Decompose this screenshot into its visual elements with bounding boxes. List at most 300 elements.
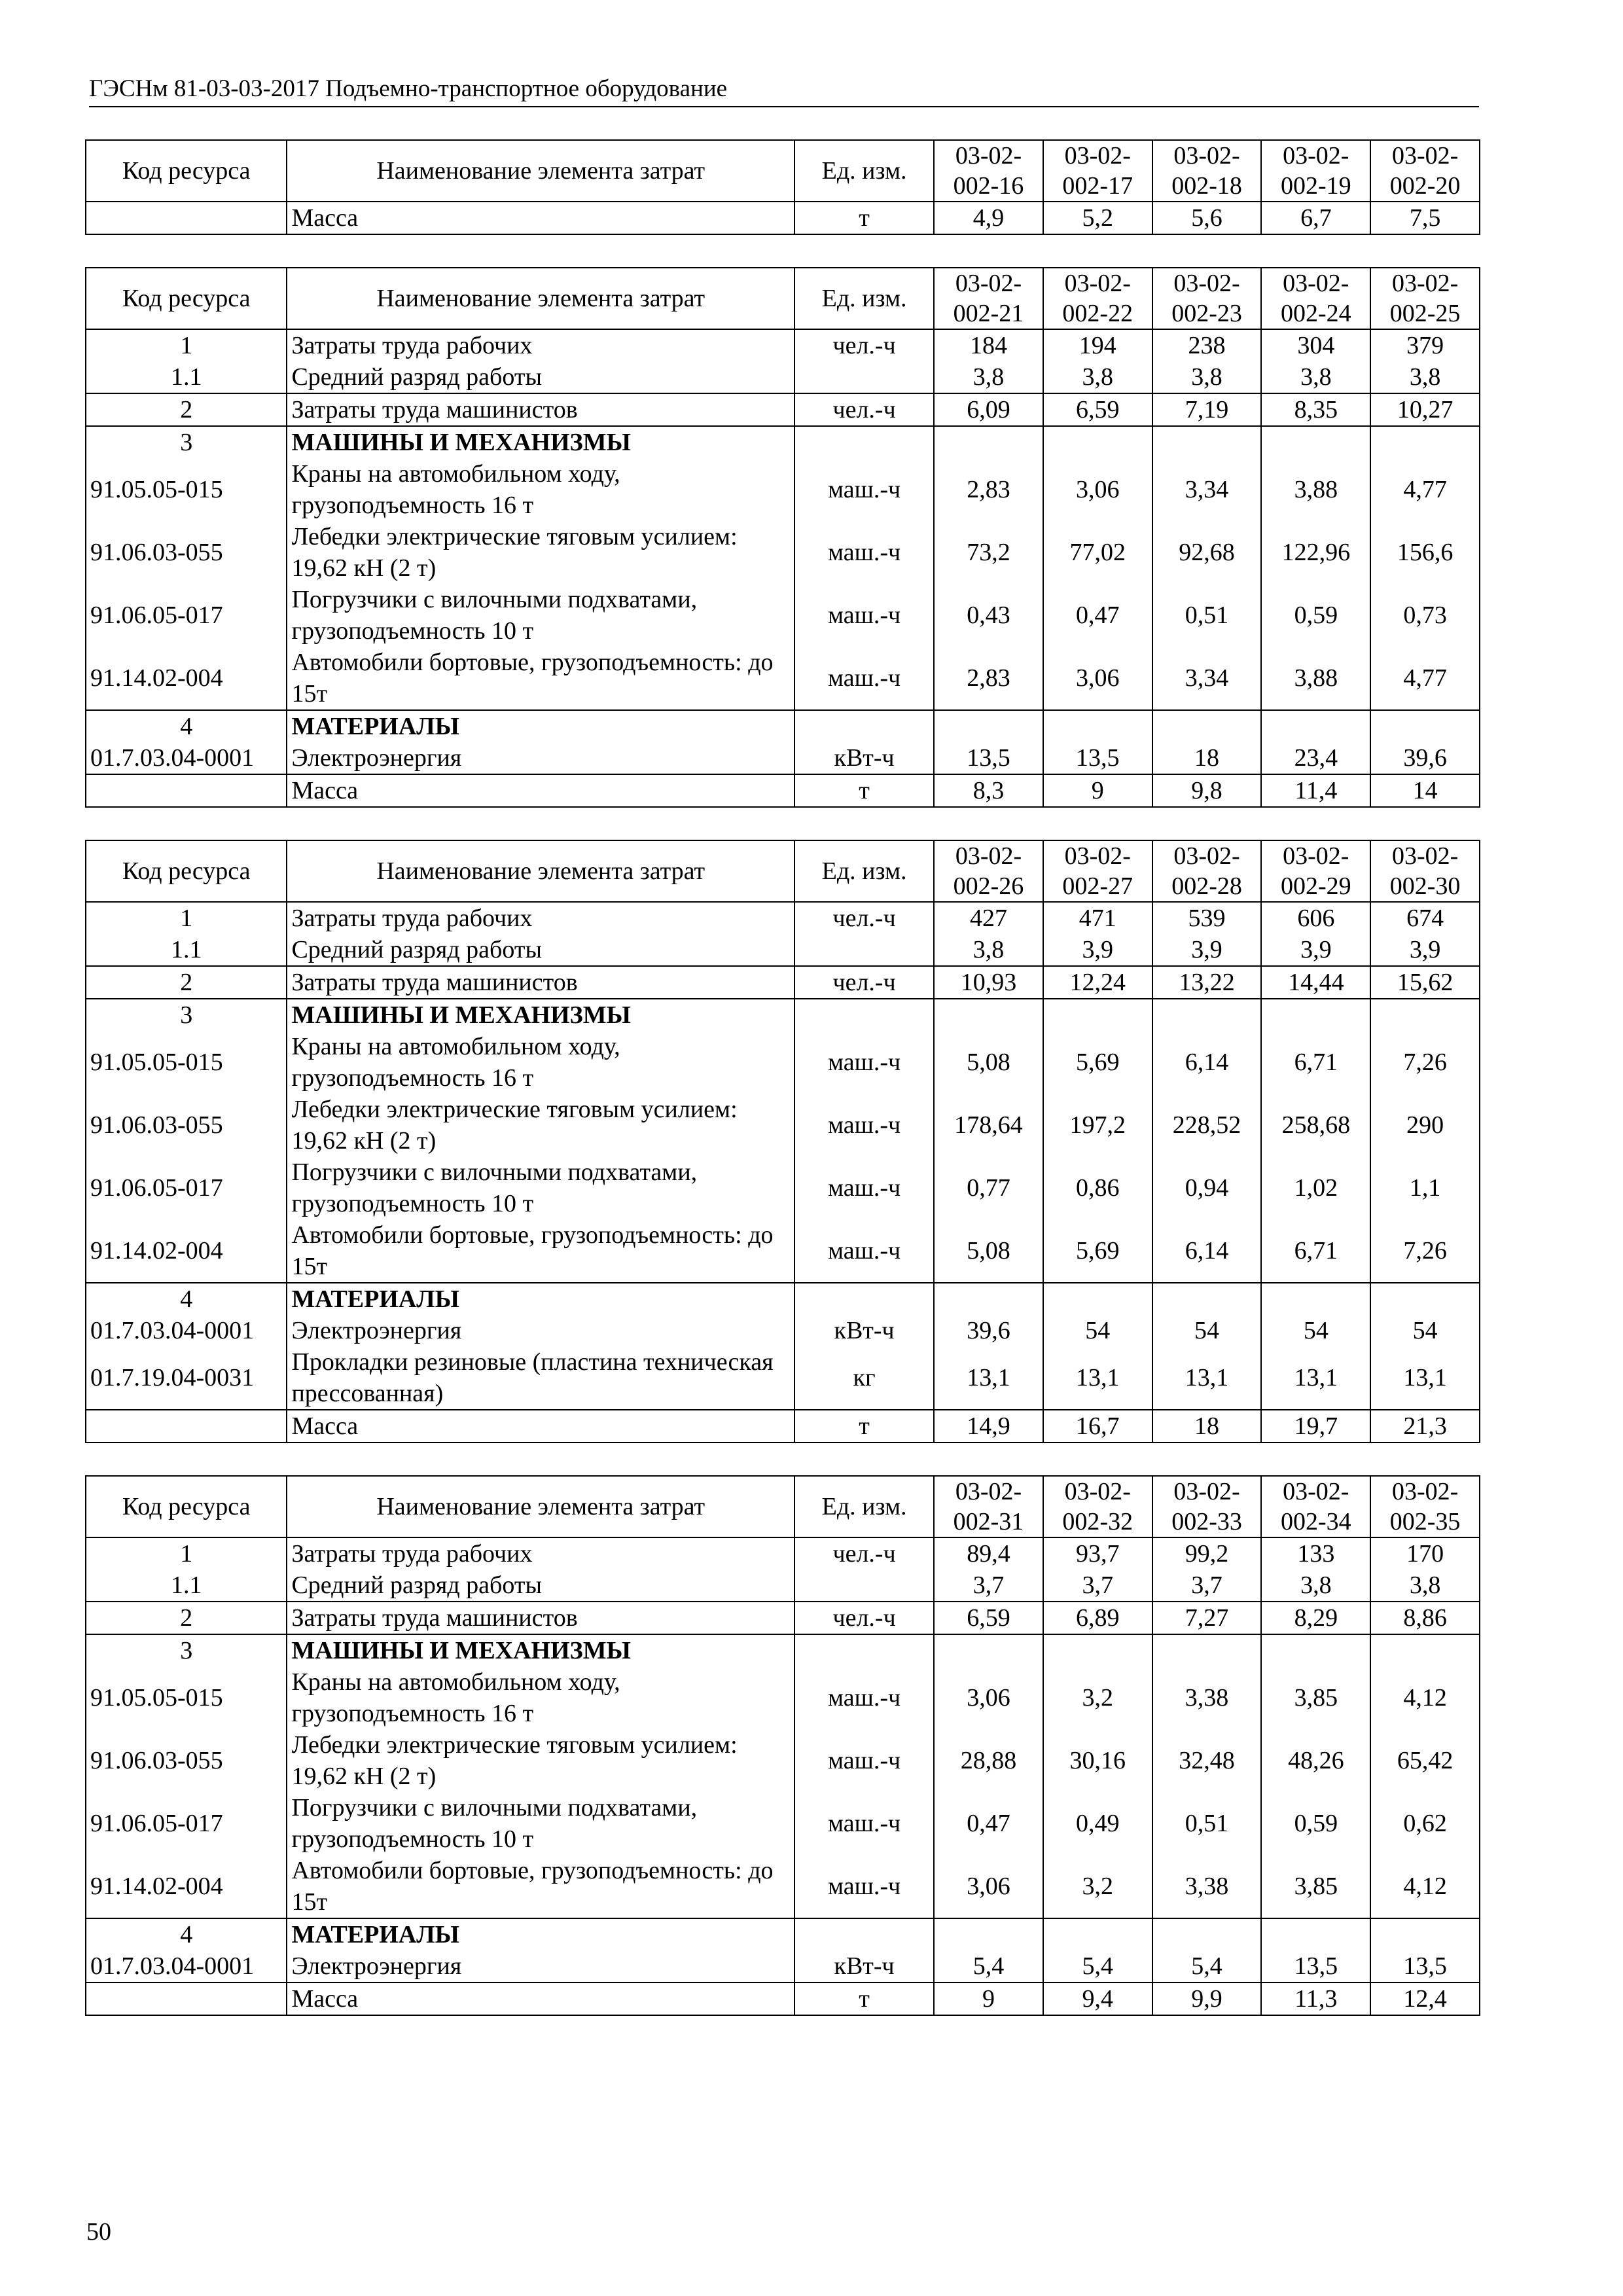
value-cell: 92,68 (1152, 521, 1262, 584)
resource-code: 91.14.02-004 (86, 647, 287, 710)
value-cell: 7,26 (1370, 1219, 1480, 1283)
value-cell (1152, 1918, 1262, 1950)
header-norm-code: 03-02- 002-21 (934, 268, 1043, 329)
table-row (86, 1219, 1480, 1283)
unit: маш.-ч (794, 584, 934, 647)
unit: маш.-ч (794, 1219, 934, 1283)
value-cell: 0,94 (1152, 1157, 1262, 1219)
unit (794, 1634, 934, 1666)
value-cell: 3,8 (1261, 1570, 1370, 1602)
table-row (86, 1950, 1480, 1982)
value-cell: 6,14 (1152, 1219, 1262, 1283)
header-norm-code: 03-02- 002-29 (1261, 840, 1370, 902)
unit: чел.-ч (794, 393, 934, 426)
header-norm-code: 03-02- 002-23 (1152, 268, 1262, 329)
unit: маш.-ч (794, 1855, 934, 1918)
resource-name: Краны на автомобильном ходу, грузоподъемность 16 т (287, 458, 794, 521)
resource-code: 3 (86, 426, 287, 458)
value-cell: 0,62 (1370, 1792, 1480, 1855)
value-cell: 197,2 (1043, 1094, 1152, 1157)
table-row (86, 329, 1480, 361)
value-cell: 13,1 (1261, 1346, 1370, 1410)
unit: маш.-ч (794, 1792, 934, 1855)
value-cell: 93,7 (1043, 1537, 1152, 1570)
value-cell (1261, 710, 1370, 742)
resource-name: Погрузчики с вилочными подхватами, грузоподъемность 10 т (287, 584, 794, 647)
resource-name: Средний разряд работы (287, 1570, 794, 1602)
unit: кВт-ч (794, 1950, 934, 1982)
value-cell: 8,86 (1370, 1602, 1480, 1634)
resource-name: Масса (287, 1410, 794, 1443)
value-cell: 3,7 (1043, 1570, 1152, 1602)
unit (794, 934, 934, 966)
value-cell: 5,4 (934, 1950, 1043, 1982)
value-cell: 4,77 (1370, 647, 1480, 710)
unit: маш.-ч (794, 458, 934, 521)
unit: т (794, 1982, 934, 2015)
value-cell: 2,83 (934, 458, 1043, 521)
value-cell: 3,34 (1152, 647, 1262, 710)
resource-code: 1 (86, 329, 287, 361)
table-row (86, 1094, 1480, 1157)
resource-table (85, 1475, 1480, 2016)
value-cell: 16,7 (1043, 1410, 1152, 1443)
resource-code: 91.05.05-015 (86, 1666, 287, 1729)
unit (794, 999, 934, 1031)
unit (794, 710, 934, 742)
value-cell: 3,06 (934, 1855, 1043, 1918)
value-cell: 7,5 (1370, 202, 1480, 234)
unit: чел.-ч (794, 1602, 934, 1634)
value-cell: 258,68 (1261, 1094, 1370, 1157)
table-row (86, 1982, 1480, 2015)
value-cell (1152, 1283, 1262, 1315)
resource-code: 3 (86, 999, 287, 1031)
unit (794, 361, 934, 393)
value-cell: 3,06 (1043, 647, 1152, 710)
header-norm-code: 03-02- 002-27 (1043, 840, 1152, 902)
resource-code: 2 (86, 393, 287, 426)
resource-code: 1.1 (86, 934, 287, 966)
resource-name: Краны на автомобильном ходу, грузоподъемность 16 т (287, 1666, 794, 1729)
header-code: Код ресурса (86, 140, 287, 202)
resource-code: 91.14.02-004 (86, 1855, 287, 1918)
value-cell: 9,4 (1043, 1982, 1152, 2015)
value-cell (1043, 1634, 1152, 1666)
resource-code (86, 1982, 287, 2015)
resource-name: Электроэнергия (287, 1315, 794, 1346)
resource-name: Лебедки электрические тяговым усилием: 19,62 кН (2 т) (287, 1729, 794, 1792)
table-row (86, 1855, 1480, 1918)
value-cell (934, 1918, 1043, 1950)
resource-name: МАШИНЫ И МЕХАНИЗМЫ (287, 999, 794, 1031)
value-cell (1152, 1634, 1262, 1666)
value-cell: 12,24 (1043, 966, 1152, 999)
value-cell: 3,7 (934, 1570, 1043, 1602)
resource-name: Электроэнергия (287, 1950, 794, 1982)
table-row (86, 647, 1480, 710)
value-cell: 0,77 (934, 1157, 1043, 1219)
table-header-row (86, 268, 1480, 329)
value-cell: 606 (1261, 902, 1370, 934)
value-cell: 11,4 (1261, 774, 1370, 807)
unit (794, 1918, 934, 1950)
value-cell: 156,6 (1370, 521, 1480, 584)
value-cell: 194 (1043, 329, 1152, 361)
value-cell: 3,9 (1152, 934, 1262, 966)
table-row (86, 458, 1480, 521)
value-cell: 0,59 (1261, 584, 1370, 647)
resource-name: Прокладки резиновые (пластина техническая прессованная) (287, 1346, 794, 1410)
value-cell: 3,8 (1370, 1570, 1480, 1602)
value-cell: 471 (1043, 902, 1152, 934)
value-cell: 15,62 (1370, 966, 1480, 999)
header-norm-code: 03-02- 002-32 (1043, 1476, 1152, 1537)
value-cell (1370, 1283, 1480, 1315)
value-cell (1152, 426, 1262, 458)
header-unit: Ед. изм. (794, 1476, 934, 1537)
value-cell: 30,16 (1043, 1729, 1152, 1792)
table-row (86, 1792, 1480, 1855)
value-cell: 13,1 (1043, 1346, 1152, 1410)
resource-tables (85, 139, 1480, 2048)
table-row (86, 1537, 1480, 1570)
resource-name: Масса (287, 202, 794, 234)
value-cell (1370, 426, 1480, 458)
table-row (86, 742, 1480, 774)
resource-name: Электроэнергия (287, 742, 794, 774)
value-cell (1043, 1283, 1152, 1315)
table-header-row (86, 140, 1480, 202)
value-cell: 2,83 (934, 647, 1043, 710)
resource-code: 91.06.03-055 (86, 521, 287, 584)
value-cell: 238 (1152, 329, 1262, 361)
value-cell: 11,3 (1261, 1982, 1370, 2015)
value-cell (934, 1634, 1043, 1666)
value-cell: 3,8 (1261, 361, 1370, 393)
resource-name: Лебедки электрические тяговым усилием: 19,62 кН (2 т) (287, 1094, 794, 1157)
value-cell (1261, 1283, 1370, 1315)
value-cell: 3,2 (1043, 1855, 1152, 1918)
value-cell: 10,27 (1370, 393, 1480, 426)
resource-name: Затраты труда рабочих (287, 902, 794, 934)
value-cell: 6,71 (1261, 1219, 1370, 1283)
value-cell: 133 (1261, 1537, 1370, 1570)
resource-table (85, 840, 1480, 1443)
resource-name: Затраты труда рабочих (287, 329, 794, 361)
value-cell: 1,1 (1370, 1157, 1480, 1219)
resource-code: 4 (86, 1283, 287, 1315)
resource-name: Погрузчики с вилочными подхватами, грузоподъемность 10 т (287, 1792, 794, 1855)
value-cell (934, 426, 1043, 458)
value-cell: 39,6 (934, 1315, 1043, 1346)
resource-code: 3 (86, 1634, 287, 1666)
resource-name: МАШИНЫ И МЕХАНИЗМЫ (287, 1634, 794, 1666)
header-name: Наименование элемента затрат (287, 140, 794, 202)
page-header: ГЭСНм 81-03-03-2017 Подъемно-транспортное оборудование (89, 73, 1479, 107)
unit: кВт-ч (794, 742, 934, 774)
header-norm-code: 03-02- 002-25 (1370, 268, 1480, 329)
resource-name: МАТЕРИАЛЫ (287, 1283, 794, 1315)
header-norm-code: 03-02- 002-35 (1370, 1476, 1480, 1537)
value-cell (934, 1283, 1043, 1315)
value-cell: 0,86 (1043, 1157, 1152, 1219)
header-norm-code: 03-02- 002-22 (1043, 268, 1152, 329)
value-cell: 65,42 (1370, 1729, 1480, 1792)
resource-code: 4 (86, 1918, 287, 1950)
value-cell: 5,69 (1043, 1219, 1152, 1283)
value-cell: 9,9 (1152, 1982, 1262, 2015)
header-norm-code: 03-02- 002-24 (1261, 268, 1370, 329)
value-cell: 8,35 (1261, 393, 1370, 426)
table-row (86, 584, 1480, 647)
value-cell: 3,38 (1152, 1666, 1262, 1729)
resource-name: МАТЕРИАЛЫ (287, 1918, 794, 1950)
resource-code: 2 (86, 1602, 287, 1634)
value-cell: 674 (1370, 902, 1480, 934)
value-cell: 13,5 (1261, 1950, 1370, 1982)
header-norm-code: 03-02- 002-18 (1152, 140, 1262, 202)
resource-name: МАШИНЫ И МЕХАНИЗМЫ (287, 426, 794, 458)
header-norm-code: 03-02- 002-33 (1152, 1476, 1262, 1537)
header-norm-code: 03-02- 002-20 (1370, 140, 1480, 202)
value-cell: 3,88 (1261, 458, 1370, 521)
value-cell: 12,4 (1370, 1982, 1480, 2015)
value-cell (1261, 999, 1370, 1031)
header-norm-code: 03-02- 002-17 (1043, 140, 1152, 202)
resource-name: Автомобили бортовые, грузоподъемность: до 15т (287, 1855, 794, 1918)
value-cell: 73,2 (934, 521, 1043, 584)
value-cell: 304 (1261, 329, 1370, 361)
value-cell: 1,02 (1261, 1157, 1370, 1219)
resource-name: Автомобили бортовые, грузоподъемность: до 15т (287, 1219, 794, 1283)
resource-code: 91.06.05-017 (86, 1157, 287, 1219)
value-cell: 13,22 (1152, 966, 1262, 999)
resource-code: 1.1 (86, 1570, 287, 1602)
resource-code: 1.1 (86, 361, 287, 393)
resource-name: Масса (287, 1982, 794, 2015)
unit (794, 426, 934, 458)
value-cell: 6,7 (1261, 202, 1370, 234)
value-cell: 379 (1370, 329, 1480, 361)
value-cell (1043, 426, 1152, 458)
unit: маш.-ч (794, 1157, 934, 1219)
table-row (86, 1666, 1480, 1729)
value-cell: 10,93 (934, 966, 1043, 999)
value-cell: 5,08 (934, 1219, 1043, 1283)
value-cell: 13,5 (1043, 742, 1152, 774)
table-row (86, 1729, 1480, 1792)
table-row (86, 1315, 1480, 1346)
unit: маш.-ч (794, 647, 934, 710)
value-cell: 13,1 (934, 1346, 1043, 1410)
value-cell: 0,73 (1370, 584, 1480, 647)
value-cell (1152, 710, 1262, 742)
value-cell: 13,5 (1370, 1950, 1480, 1982)
value-cell: 7,19 (1152, 393, 1262, 426)
value-cell (1370, 1918, 1480, 1950)
header-code: Код ресурса (86, 840, 287, 902)
value-cell: 3,34 (1152, 458, 1262, 521)
value-cell: 6,59 (934, 1602, 1043, 1634)
value-cell: 178,64 (934, 1094, 1043, 1157)
unit: чел.-ч (794, 966, 934, 999)
value-cell: 4,12 (1370, 1666, 1480, 1729)
value-cell: 9,8 (1152, 774, 1262, 807)
table-row (86, 1283, 1480, 1315)
resource-table (85, 267, 1480, 808)
unit: маш.-ч (794, 1729, 934, 1792)
unit (794, 1283, 934, 1315)
value-cell: 7,27 (1152, 1602, 1262, 1634)
value-cell: 122,96 (1261, 521, 1370, 584)
value-cell: 48,26 (1261, 1729, 1370, 1792)
value-cell (1261, 1918, 1370, 1950)
resource-code: 1 (86, 902, 287, 934)
value-cell: 3,8 (1152, 361, 1262, 393)
value-cell: 13,1 (1152, 1346, 1262, 1410)
resource-table (85, 139, 1480, 235)
resource-name: Затраты труда машинистов (287, 1602, 794, 1634)
table-row (86, 426, 1480, 458)
unit: маш.-ч (794, 1666, 934, 1729)
value-cell: 23,4 (1261, 742, 1370, 774)
resource-code: 91.14.02-004 (86, 1219, 287, 1283)
resource-name: Средний разряд работы (287, 361, 794, 393)
value-cell: 14 (1370, 774, 1480, 807)
value-cell: 3,8 (1043, 361, 1152, 393)
unit: т (794, 1410, 934, 1443)
value-cell: 39,6 (1370, 742, 1480, 774)
value-cell: 9 (934, 1982, 1043, 2015)
unit: маш.-ч (794, 521, 934, 584)
value-cell: 32,48 (1152, 1729, 1262, 1792)
resource-code (86, 774, 287, 807)
resource-code: 4 (86, 710, 287, 742)
value-cell: 4,9 (934, 202, 1043, 234)
value-cell: 539 (1152, 902, 1262, 934)
value-cell: 54 (1261, 1315, 1370, 1346)
value-cell: 8,3 (934, 774, 1043, 807)
table-row (86, 1346, 1480, 1410)
value-cell: 5,4 (1043, 1950, 1152, 1982)
value-cell: 14,9 (934, 1410, 1043, 1443)
resource-name: Масса (287, 774, 794, 807)
unit: чел.-ч (794, 902, 934, 934)
resource-name: Средний разряд работы (287, 934, 794, 966)
value-cell: 54 (1152, 1315, 1262, 1346)
header-norm-code: 03-02- 002-28 (1152, 840, 1262, 902)
value-cell: 5,69 (1043, 1031, 1152, 1094)
resource-name: Погрузчики с вилочными подхватами, грузоподъемность 10 т (287, 1157, 794, 1219)
value-cell: 6,89 (1043, 1602, 1152, 1634)
value-cell: 3,9 (1043, 934, 1152, 966)
value-cell: 54 (1043, 1315, 1152, 1346)
value-cell: 3,38 (1152, 1855, 1262, 1918)
header-name: Наименование элемента затрат (287, 268, 794, 329)
value-cell: 3,8 (934, 361, 1043, 393)
table-row (86, 361, 1480, 393)
value-cell: 3,9 (1261, 934, 1370, 966)
value-cell: 5,08 (934, 1031, 1043, 1094)
header-norm-code: 03-02- 002-19 (1261, 140, 1370, 202)
value-cell: 3,8 (934, 934, 1043, 966)
unit: маш.-ч (794, 1094, 934, 1157)
header-unit: Ед. изм. (794, 268, 934, 329)
value-cell: 13,1 (1370, 1346, 1480, 1410)
value-cell: 3,7 (1152, 1570, 1262, 1602)
value-cell: 18 (1152, 742, 1262, 774)
table-row (86, 202, 1480, 234)
header-name: Наименование элемента затрат (287, 1476, 794, 1537)
value-cell: 19,7 (1261, 1410, 1370, 1443)
resource-name: Краны на автомобильном ходу, грузоподъемность 16 т (287, 1031, 794, 1094)
value-cell (1370, 1634, 1480, 1666)
value-cell: 6,71 (1261, 1031, 1370, 1094)
table-row (86, 902, 1480, 934)
resource-code: 01.7.03.04-0001 (86, 742, 287, 774)
resource-code: 01.7.19.04-0031 (86, 1346, 287, 1410)
value-cell: 3,8 (1370, 361, 1480, 393)
table-row (86, 1918, 1480, 1950)
table-row (86, 1157, 1480, 1219)
unit: чел.-ч (794, 1537, 934, 1570)
unit: чел.-ч (794, 329, 934, 361)
value-cell: 427 (934, 902, 1043, 934)
value-cell (1043, 710, 1152, 742)
resource-code (86, 202, 287, 234)
header-unit: Ед. изм. (794, 140, 934, 202)
value-cell: 99,2 (1152, 1537, 1262, 1570)
value-cell: 170 (1370, 1537, 1480, 1570)
table-row (86, 774, 1480, 807)
table-header-row (86, 840, 1480, 902)
header-norm-code: 03-02- 002-26 (934, 840, 1043, 902)
value-cell: 0,59 (1261, 1792, 1370, 1855)
page-number: 50 (86, 2218, 111, 2246)
resource-code: 2 (86, 966, 287, 999)
value-cell: 0,47 (1043, 584, 1152, 647)
value-cell: 5,6 (1152, 202, 1262, 234)
resource-name: Лебедки электрические тяговым усилием: 19,62 кН (2 т) (287, 521, 794, 584)
table-row (86, 1570, 1480, 1602)
value-cell (934, 999, 1043, 1031)
value-cell: 6,09 (934, 393, 1043, 426)
header-norm-code: 03-02- 002-16 (934, 140, 1043, 202)
header-norm-code: 03-02- 002-31 (934, 1476, 1043, 1537)
value-cell: 4,77 (1370, 458, 1480, 521)
resource-code: 91.05.05-015 (86, 1031, 287, 1094)
table-header-row (86, 1476, 1480, 1537)
table-row (86, 521, 1480, 584)
resource-code: 91.06.05-017 (86, 1792, 287, 1855)
resource-code: 91.06.03-055 (86, 1729, 287, 1792)
value-cell: 13,5 (934, 742, 1043, 774)
header-norm-code: 03-02- 002-30 (1370, 840, 1480, 902)
value-cell: 9 (1043, 774, 1152, 807)
value-cell: 3,06 (934, 1666, 1043, 1729)
resource-name: Затраты труда рабочих (287, 1537, 794, 1570)
value-cell: 89,4 (934, 1537, 1043, 1570)
value-cell: 6,14 (1152, 1031, 1262, 1094)
value-cell: 54 (1370, 1315, 1480, 1346)
value-cell (1370, 710, 1480, 742)
value-cell: 0,47 (934, 1792, 1043, 1855)
value-cell: 5,2 (1043, 202, 1152, 234)
header-code: Код ресурса (86, 1476, 287, 1537)
resource-name: Автомобили бортовые, грузоподъемность: до 15т (287, 647, 794, 710)
value-cell: 0,51 (1152, 1792, 1262, 1855)
